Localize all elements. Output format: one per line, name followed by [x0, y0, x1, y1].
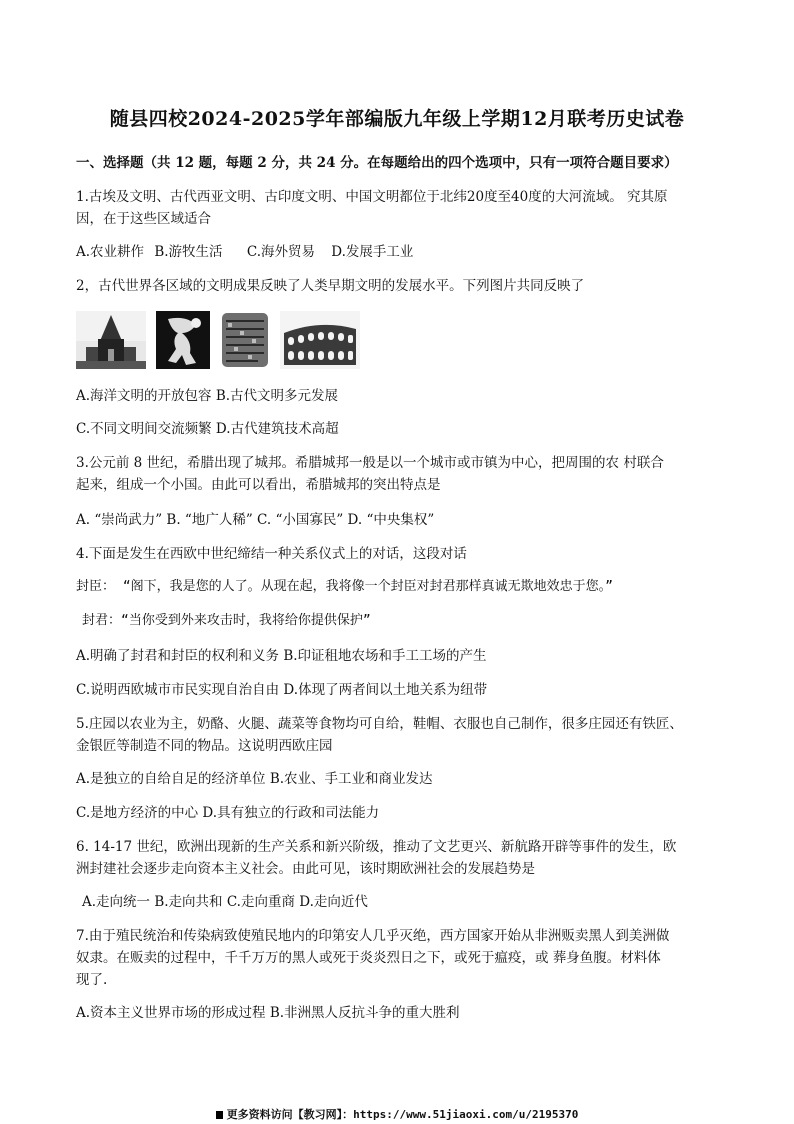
- question-6-options: A.走向统一 B.走向共和 C.走向重商 D.走向近代: [82, 894, 368, 910]
- question-2-options-row2: C.不同文明间交流频繁 D.古代建筑技术高超: [76, 421, 339, 437]
- question-6-text: 6. 14-17 世纪，欧洲出现新的生产关系和新兴阶级，推动了文艺更兴、新航路开辟等事件的发生，欧: [76, 839, 677, 855]
- option-d: D.发展手工业: [331, 244, 414, 260]
- flag-icon: [216, 1111, 223, 1119]
- question-1-text: 1.古埃及文明、古代西亚文明、古印度文明、中国文明都位于北纬20度至40度的大河流域。 究其原: [76, 189, 668, 205]
- question-7-text: 7.由于殖民统治和传染病致使殖民地内的印第安人几乎灭绝，西方国家开始从非洲贩卖黑人到美洲做: [76, 928, 670, 944]
- page-title: 随县四校2024-2025学年部编版九年级上学期12月联考历史试卷: [109, 108, 685, 130]
- question-4-text: 4.下面是发生在西欧中世纪缔结一种关系仪式上的对话，这段对话: [76, 546, 467, 562]
- question-4-quote-lord: 封君：“当你受到外来攻击时，我将给你提供保护”: [82, 613, 371, 628]
- question-4-options-row1: A.明确了封君和封臣的权利和义务 B.印证租地农场和手工工场的产生: [76, 648, 487, 664]
- option-c: C.海外贸易: [246, 244, 315, 260]
- question-4-quote-vassal: 封臣： “阁下，我是您的人了。从现在起，我将像一个封臣对封君那样真诚无欺地效忠于您。”: [76, 579, 613, 594]
- question-5-text-cont: 金银匠等制造不同的物品。这说明西欧庄园: [76, 738, 333, 754]
- option-b: B.游牧生活: [154, 244, 223, 260]
- question-6-text-cont: 洲封建社会逐步走向资本主义社会。由此可见，该时期欧洲社会的发展趋势是: [76, 861, 535, 877]
- question-2-options-row1: A.海洋文明的开放包容 B.古代文明多元发展: [76, 388, 339, 404]
- question-4-options-row2: C.说明西欧城市市民实现自治自由 D.体现了两者间以土地关系为纽带: [76, 682, 488, 698]
- option-a: A.农业耕作: [76, 244, 145, 260]
- question-2-text: 2，古代世界各区域的文明成果反映了人类早期文明的发展水平。下列图片共同反映了: [76, 278, 585, 294]
- question-7-options-row1: A.资本主义世界市场的形成过程 B.非洲黑人反抗斗争的重大胜利: [76, 1005, 460, 1021]
- question-3-options: A. “崇尚武力” B. “地广人稀” C. “小国寡民” D. “中央集权”: [76, 512, 435, 528]
- question-3-text: 3.公元前 8 世纪，希腊出现了城邦。希腊城邦一般是以一个城市或市镇为中心，把周围的农 村联合: [76, 455, 664, 471]
- question-5-options-row1: A.是独立的自给自足的经济单位 B.农业、手工业和商业发达: [76, 771, 433, 787]
- question-1-text-cont: 因，在于这些区域适合: [76, 211, 211, 227]
- question-7-text-cont: 奴隶。在贩卖的过程中，千千万万的黑人或死于炎炎烈日之下，或死于瘟疫，或 葬身鱼腹。材料体: [76, 950, 661, 966]
- question-1-options: [76, 239, 413, 265]
- section-heading: 一、选择题（共 12 题，每题 2 分，共 24 分。在每题给出的四个选项中，只有一项符合题目要求）: [76, 155, 678, 171]
- footer-text: 更多资料访问【教习网】：https://www.51jiaoxi.com/u/2195370: [226, 1108, 579, 1121]
- discus-thrower-image: [156, 311, 210, 369]
- question-3-text-cont: 起来，组成一个小国。由此可以看出，希腊城邦的突出特点是: [76, 477, 441, 493]
- question-5-text: 5.庄园以农业为主，奶酪、火腿、蔬菜等食物均可自给，鞋帽、衣服也自己制作，很多庄园还有铁匠、: [76, 716, 683, 732]
- footer-link[interactable]: [0, 1106, 794, 1122]
- temple-image: [76, 311, 146, 369]
- clay-tablet-image: [218, 311, 272, 369]
- question-5-options-row2: C.是地方经济的中心 D.具有独立的行政和司法能力: [76, 805, 380, 821]
- question-7-text-end: 现了.: [76, 972, 108, 988]
- colosseum-image: [280, 311, 360, 369]
